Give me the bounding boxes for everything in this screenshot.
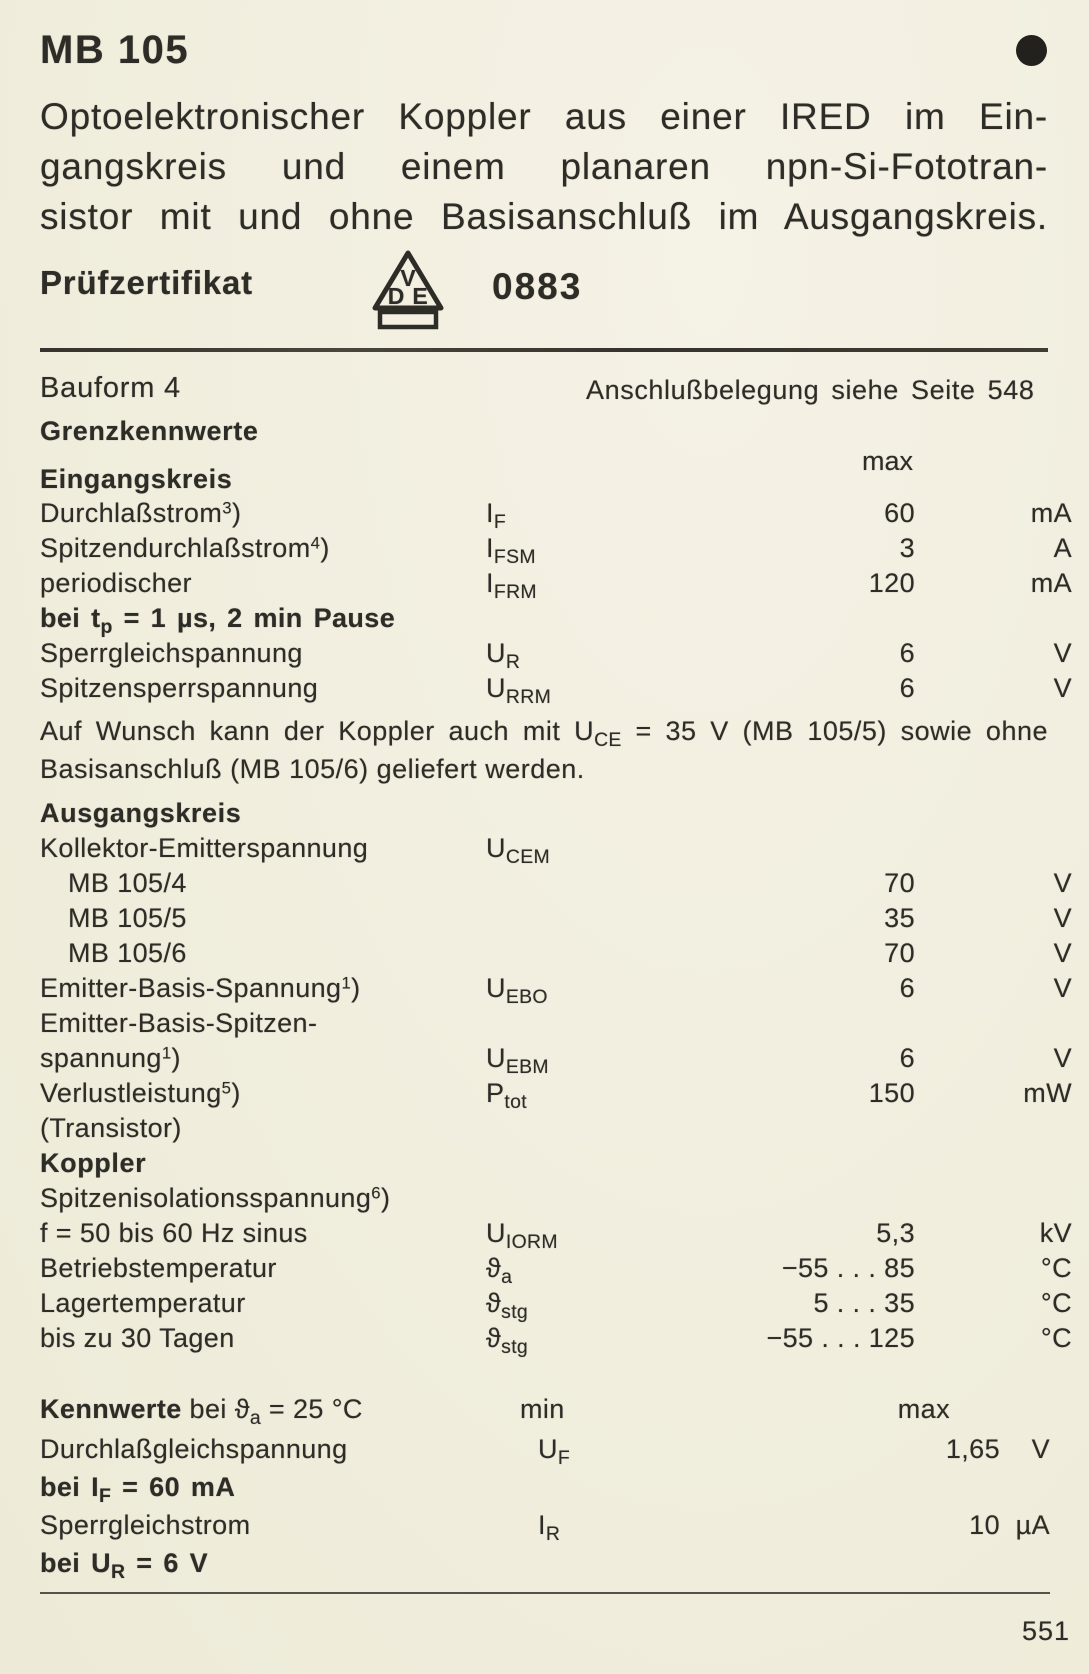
table-row <box>40 1181 1072 1216</box>
coupler-title-row: Koppler <box>40 1148 147 1178</box>
row-label: (Transistor) <box>40 1113 182 1143</box>
table-row <box>40 901 1072 936</box>
page-title: MB 105 <box>40 28 190 72</box>
row-symbol: $I_{FSM}$ <box>486 533 536 569</box>
vde-letter-e: E <box>412 283 428 309</box>
row-label: Sperrgleichspannung <box>40 638 303 668</box>
row-unit: mA <box>1030 498 1072 528</box>
row-unit: mA <box>1030 568 1072 598</box>
row-unit: kV <box>1039 1218 1072 1248</box>
row-unit: V <box>1053 938 1072 968</box>
row-unit: V <box>1053 673 1072 703</box>
row-label: bis zu 30 Tagen <box>40 1323 235 1353</box>
condition-text: bei $U_R = 6$ V <box>40 1548 209 1584</box>
row-label: Sperrgleichstrom <box>40 1510 251 1540</box>
description-line: gangskreis und einem planaren npn-Si-Fototran- <box>40 146 1048 187</box>
row-unit: V <box>1053 973 1072 1003</box>
condition-row <box>40 1468 1050 1506</box>
horizontal-rule-top <box>40 348 1048 352</box>
row-symbol: $ϑ_a$ <box>486 1253 513 1289</box>
row-symbol: $ϑ_{stg}$ <box>486 1288 529 1324</box>
table-row <box>40 496 1072 534</box>
row-label: MB 105/4 <box>68 868 187 898</box>
table-row <box>40 1111 1072 1146</box>
table-row <box>40 1251 1072 1289</box>
row-value: 150 <box>868 1078 915 1108</box>
row-label: Verlustleistung$^5$) <box>40 1078 241 1108</box>
table-row <box>40 671 1072 709</box>
table-row <box>40 1076 1072 1114</box>
row-unit: V <box>1053 903 1072 933</box>
condition-text: bei $I_F = 60$ mA <box>40 1472 236 1508</box>
row-label: Emitter-Basis-Spitzen- <box>40 1008 318 1038</box>
horizontal-rule-bottom <box>40 1592 1050 1594</box>
max-column-header: max <box>862 446 914 476</box>
row-symbol: $ϑ_{stg}$ <box>486 1323 529 1359</box>
table-row <box>40 531 1072 569</box>
table-row <box>40 971 1072 1009</box>
row-unit: V <box>1031 1434 1050 1464</box>
row-value: 3 <box>899 533 915 563</box>
row-label: Spitzensperrspannung <box>40 673 319 703</box>
output-circuit-title-row: Ausgangskreis <box>40 798 242 828</box>
row-unit: mW <box>1023 1078 1072 1108</box>
row-label: Lagertemperatur <box>40 1288 246 1318</box>
row-value: 6 <box>899 1043 915 1073</box>
table-row <box>40 1041 1072 1079</box>
table-row <box>40 1321 1072 1359</box>
row-max-value: 10 <box>969 1510 1000 1540</box>
certificate-number: 0883 <box>492 266 583 307</box>
row-unit: °C <box>1040 1253 1072 1283</box>
row-unit: V <box>1053 868 1072 898</box>
row-symbol: $U_{EBO}$ <box>486 973 548 1009</box>
row-label: Durchlaßgleichspannung <box>40 1434 348 1464</box>
row-symbol: $U_{IORM}$ <box>486 1218 558 1254</box>
condition-row <box>40 1544 1050 1582</box>
vde-letter-v: V <box>400 265 416 291</box>
table-row <box>40 866 1072 901</box>
table-row <box>40 1506 1050 1544</box>
vde-letter-d: D <box>387 283 405 309</box>
description-line: Optoelektronischer Koppler aus einer IRED im Ein- <box>40 96 1048 137</box>
row-label: Spitzenisolationsspannung$^6$) <box>40 1183 391 1213</box>
table-row <box>40 636 1072 674</box>
row-label: periodischer <box>40 568 192 598</box>
row-symbol: $I_{FRM}$ <box>486 568 537 604</box>
row-symbol: $U_{EBM}$ <box>486 1043 549 1079</box>
row-unit: A <box>1053 533 1072 563</box>
row-unit: V <box>1053 638 1072 668</box>
row-symbol: $U_R$ <box>486 638 521 674</box>
row-value: 70 <box>884 938 915 968</box>
row-value: 6 <box>899 673 915 703</box>
row-label: Spitzendurchlaßstrom$^4$) <box>40 533 330 563</box>
row-unit: °C <box>1040 1323 1072 1353</box>
row-value: 6 <box>899 638 915 668</box>
row-label: MB 105/6 <box>68 938 187 968</box>
table-row <box>40 1216 1072 1254</box>
characteristics-title: Kennwerte bei $ϑ_a = 25$ °C <box>40 1394 363 1430</box>
row-label: Betriebstemperatur <box>40 1253 277 1283</box>
row-value: 60 <box>884 498 915 528</box>
vde-triangle-logo-icon <box>366 246 450 337</box>
input-circuit-title: Eingangskreis <box>40 464 233 494</box>
limits-section-title: Grenzkennwerte <box>40 416 259 446</box>
row-value: 5,3 <box>876 1218 915 1248</box>
table-row <box>40 566 1072 604</box>
row-value: 70 <box>884 868 915 898</box>
row-symbol: $I_R$ <box>538 1510 561 1546</box>
row-unit: µA <box>1015 1510 1050 1540</box>
row-symbol: $U_{CEM}$ <box>486 833 550 869</box>
table-row <box>40 936 1072 971</box>
row-label: f = 50 bis 60 Hz sinus <box>40 1218 308 1248</box>
characteristics-header-row <box>40 1388 1050 1430</box>
row-value: −55 . . . 85 <box>781 1253 915 1283</box>
bauform-label: Bauform 4 <box>40 372 181 404</box>
table-row <box>40 831 1072 869</box>
table-row <box>40 1286 1072 1324</box>
row-value: 5 . . . 35 <box>813 1288 915 1318</box>
row-symbol: $U_F$ <box>538 1434 571 1470</box>
row-unit: °C <box>1040 1288 1072 1318</box>
row-value: 6 <box>899 973 915 1003</box>
input-limits-table <box>40 496 1072 709</box>
row-symbol: $U_{RRM}$ <box>486 673 552 709</box>
row-label: Durchlaßstrom$^3$) <box>40 498 242 528</box>
note-line: Auf Wunsch kann der Koppler auch mit $U_{CE} = 35$ V (MB 105/5) sowie ohne <box>40 716 1048 752</box>
row-symbol: $P_{tot}$ <box>486 1078 527 1114</box>
description-line: sistor mit und ohne Basisanschluß im Ausgangskreis. <box>40 196 1048 237</box>
row-label: spannung$^1$) <box>40 1043 181 1073</box>
page-number: 551 <box>1022 1616 1071 1646</box>
row-label: MB 105/5 <box>68 903 187 933</box>
row-value: 35 <box>884 903 915 933</box>
ordering-note <box>40 712 1048 788</box>
condition-row <box>40 601 1072 639</box>
output-limits-table <box>40 796 1072 1359</box>
min-column-header: min <box>520 1394 565 1424</box>
section-marker-dot-icon <box>1016 35 1047 66</box>
condition-text: bei $t_p = 1$ µs, 2 min Pause <box>40 603 396 639</box>
pinout-reference-note: Anschlußbelegung siehe Seite 548 <box>586 375 1035 405</box>
max-column-header: max <box>897 1394 950 1424</box>
row-unit: V <box>1053 1043 1072 1073</box>
row-max-value: 1,65 <box>945 1434 1000 1464</box>
row-label: Emitter-Basis-Spannung$^1$) <box>40 973 361 1003</box>
certificate-label: Prüfzertifikat <box>40 264 253 301</box>
characteristics-table <box>40 1388 1050 1582</box>
table-row <box>40 1006 1072 1041</box>
row-value: 120 <box>868 568 915 598</box>
row-label: Kollektor-Emitterspannung <box>40 833 369 863</box>
row-value: −55 . . . 125 <box>766 1323 915 1353</box>
note-line: Basisanschluß (MB 105/6) geliefert werden. <box>40 754 585 784</box>
table-row <box>40 1430 1050 1468</box>
device-description <box>40 92 1048 242</box>
row-symbol: $I_F$ <box>486 498 507 534</box>
